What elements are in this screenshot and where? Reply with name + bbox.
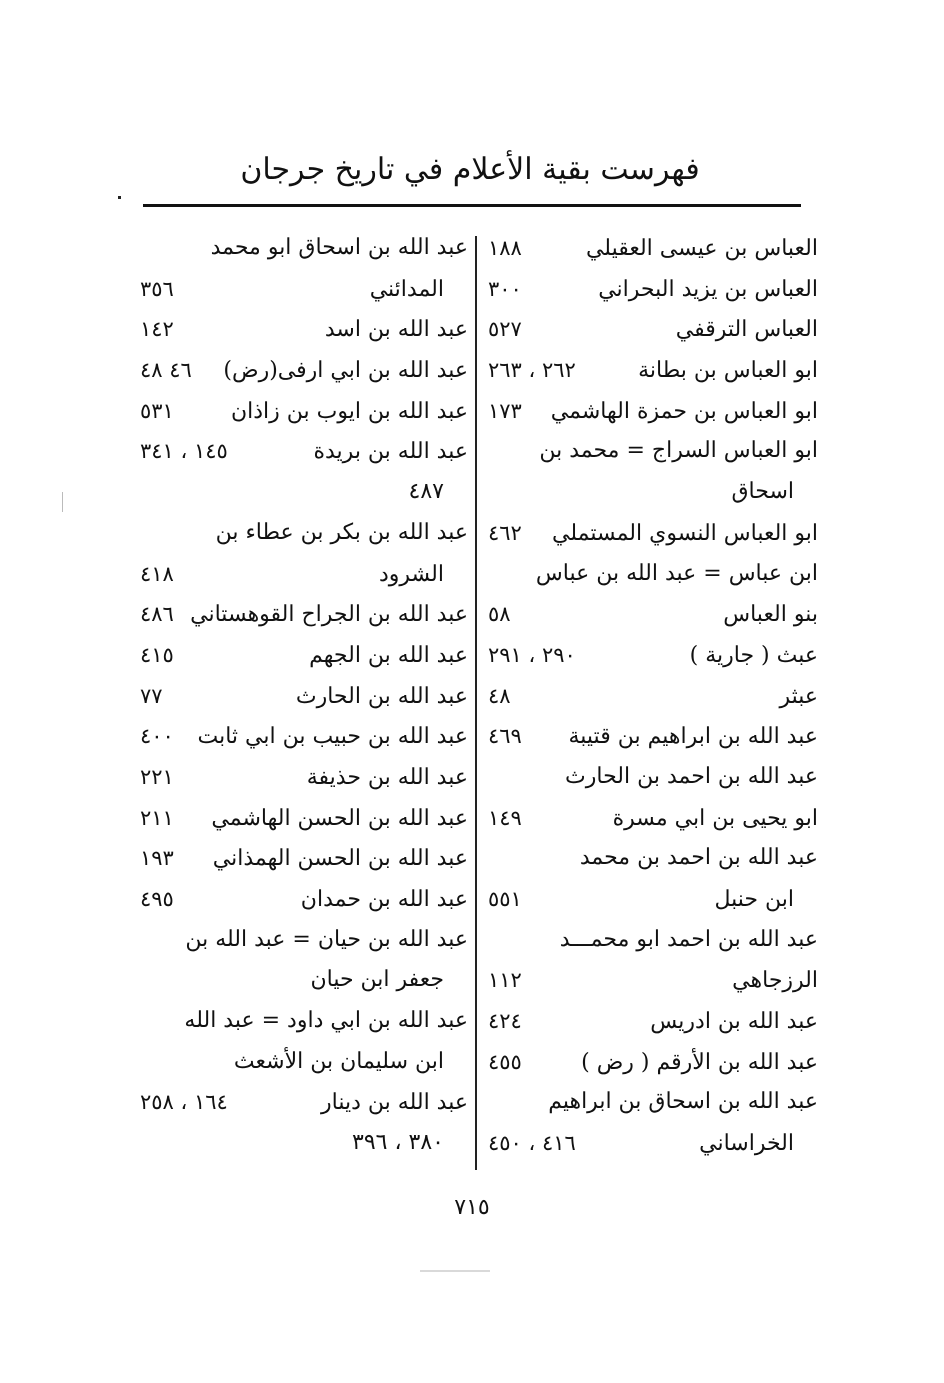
index-entry xyxy=(488,676,818,717)
side-tick xyxy=(62,492,63,512)
entry-name: عبث ( جارية ) xyxy=(689,642,818,668)
index-entry xyxy=(488,838,818,879)
entry-pages: ٤٦ ٤٨ xyxy=(140,358,192,383)
entry-name: ابو العباس بن حمزة الهاشمي xyxy=(550,398,818,424)
entry-pages: ١٤٩ xyxy=(488,805,522,830)
entry-name: عبد الله بن احمد بن محمد xyxy=(579,845,818,871)
entry-name: عبد الله بن احمد ابو محمـــد xyxy=(559,926,818,952)
index-entry xyxy=(140,1082,468,1123)
entry-pages: ٤١٦ ، ٤٥٠ xyxy=(488,1131,576,1156)
index-entry xyxy=(488,757,818,798)
entry-name: عبد الله بن الأرقم ( رض ) xyxy=(581,1049,818,1075)
index-entry xyxy=(488,1001,818,1042)
page-number: ٧١٥ xyxy=(454,1195,490,1220)
scan-smudge xyxy=(420,1270,490,1272)
entry-pages: ١٩٣ xyxy=(140,846,174,871)
entry-pages: ٢٩٠ ، ٢٩١ xyxy=(488,642,576,667)
entry-pages: ٥٥١ xyxy=(488,887,522,911)
index-entry xyxy=(140,309,468,350)
entry-name: عبثر xyxy=(779,683,818,709)
header-rule xyxy=(143,204,801,207)
index-entry xyxy=(488,960,818,1001)
index-entry xyxy=(488,350,818,391)
entry-name: ابو يحيى بن ابي مسرة xyxy=(612,805,818,831)
index-entry xyxy=(488,716,818,757)
entry-pages: ١١٢ xyxy=(488,968,522,993)
entry-name: عبد الله بن اسحاق ابو محمد xyxy=(210,235,468,260)
index-entry xyxy=(140,513,468,554)
index-entry xyxy=(140,1001,468,1042)
index-entry xyxy=(140,879,468,920)
entry-pages: ٧٧ xyxy=(140,683,163,708)
index-entry xyxy=(488,594,818,635)
index-entry xyxy=(140,676,468,717)
entry-pages: ٢٢١ xyxy=(140,764,174,789)
entry-name: ابن سليمان بن الأشعث xyxy=(233,1048,444,1074)
index-entry xyxy=(488,1082,818,1123)
index-entry xyxy=(140,228,468,269)
entry-name: عبد الله بن حبيب بن ابي ثابت xyxy=(197,724,468,750)
entry-name: العباس بن عيسى العقيلي xyxy=(585,236,818,261)
index-entry xyxy=(140,350,468,391)
entry-name: ابو العباس السراج = محمد بن xyxy=(539,438,818,464)
index-entry xyxy=(140,472,468,513)
entry-pages: ٤١٨ xyxy=(140,561,174,586)
index-entry xyxy=(488,920,818,961)
entry-name: عبد الله بن اسد xyxy=(324,317,468,343)
index-column-right xyxy=(488,228,818,1164)
entry-pages: ٢١١ xyxy=(140,805,174,830)
entry-pages: ٥٢٧ xyxy=(488,317,522,342)
index-entry xyxy=(140,269,468,310)
index-entry xyxy=(488,513,818,554)
entry-pages: ١٦٤ ، ٢٥٨ xyxy=(140,1090,228,1115)
entry-pages: ٤٨ xyxy=(488,683,511,708)
entry-name: العباس الترقفي xyxy=(675,317,818,343)
index-entry xyxy=(488,554,818,595)
entry-name: اسحاق xyxy=(731,479,794,505)
entry-pages: ٤٨٦ xyxy=(140,602,174,627)
entry-name: العباس بن يزيد البحراني xyxy=(598,276,818,302)
entry-name: عبد الله بن الحارث xyxy=(295,683,468,709)
entry-name: المدائني xyxy=(369,276,444,302)
entry-pages: ٢٦٢ ، ٢٦٣ xyxy=(488,358,576,383)
index-entry xyxy=(488,472,818,513)
index-entry xyxy=(488,309,818,350)
index-entry xyxy=(488,798,818,839)
entry-name: جعفر ابن حيان xyxy=(310,967,444,993)
entry-name: عبد الله بن الجهم xyxy=(309,642,468,668)
entry-name: عبد الله بن حمدان xyxy=(300,887,468,912)
index-entry xyxy=(140,635,468,676)
index-entry xyxy=(488,1042,818,1083)
entry-pages: ١٨٨ xyxy=(488,236,522,260)
entry-name: عبد الله بن الجراح القوهستاني xyxy=(190,602,468,628)
entry-pages: ١٤٢ xyxy=(140,317,174,342)
margin-mark xyxy=(118,196,121,199)
entry-name: ابن حنبل xyxy=(714,887,794,912)
entry-name: عبد الله بن الحسن الهاشمي xyxy=(211,805,468,831)
entry-name: عبد الله بن حيان = عبد الله بن xyxy=(185,926,468,952)
index-entry xyxy=(488,879,818,920)
entry-name: عبد الله بن ايوب بن زاذان xyxy=(230,398,468,424)
index-entry xyxy=(140,798,468,839)
entry-name: عبد الله بن اسحاق بن ابراهيم xyxy=(548,1089,818,1115)
index-entry xyxy=(140,1042,468,1083)
entry-pages: ٣٥٦ xyxy=(140,276,174,301)
entry-pages: ٤٦٢ xyxy=(488,520,522,545)
entry-pages: ٥٣١ xyxy=(140,398,174,423)
page-title: فهرست بقية الأعلام في تاريخ جرجان xyxy=(240,152,700,187)
entry-name: الشرود xyxy=(378,561,444,587)
entry-name: ٤٨٧ xyxy=(408,479,444,505)
index-entry xyxy=(488,1123,818,1164)
entry-pages: ٣٠٠ xyxy=(488,276,522,301)
index-entry xyxy=(488,269,818,310)
entry-name: عبد الله بن حذيفة xyxy=(306,764,468,790)
column-divider xyxy=(475,236,477,1170)
index-entry xyxy=(488,635,818,676)
index-column-left xyxy=(140,228,468,1164)
index-entry xyxy=(140,757,468,798)
entry-name: الخراساني xyxy=(699,1131,794,1157)
index-entry xyxy=(140,431,468,472)
entry-name: ٣٨٠ ، ٣٩٦ xyxy=(352,1130,444,1156)
index-entry xyxy=(140,554,468,595)
entry-name: ابن عباس = عبد الله بن عباس xyxy=(535,560,818,586)
index-entry xyxy=(488,391,818,432)
index-entry xyxy=(140,391,468,432)
index-entry xyxy=(140,920,468,961)
entry-pages: ٤٩٥ xyxy=(140,887,174,911)
index-entry xyxy=(140,594,468,635)
entry-name: ابو العباس بن بطانة xyxy=(638,358,818,384)
entry-name: عبد الله بن ابي ارفى(رض) xyxy=(223,358,468,384)
entry-pages: ١٧٣ xyxy=(488,398,522,423)
index-entry xyxy=(140,716,468,757)
entry-name: عبد الله بن دينار xyxy=(321,1090,468,1116)
entry-name: عبد الله بن ادريس xyxy=(650,1009,818,1035)
entry-pages: ٤١٥ xyxy=(140,642,174,667)
entry-pages: ٥٨ xyxy=(488,602,511,627)
entry-pages: ٤٠٠ xyxy=(140,724,174,749)
entry-name: ابو العباس النسوي المستملي xyxy=(551,520,818,546)
entry-name: بنو العباس xyxy=(723,602,818,628)
entry-name: عبد الله بن بريدة xyxy=(313,439,468,465)
entry-name: عبد الله بن الحسن الهمذاني xyxy=(212,846,468,872)
index-entry xyxy=(140,1123,468,1164)
entry-pages: ١٤٥ ، ٣٤١ xyxy=(140,439,228,464)
index-entry xyxy=(488,431,818,472)
entry-name: عبد الله بن بكر بن عطاء بن xyxy=(215,519,468,545)
entry-pages: ٤٥٥ xyxy=(488,1049,522,1074)
entry-name: عبد الله بن احمد بن الحارث xyxy=(565,763,818,789)
entry-name: عبد الله بن ابي داود = عبد الله xyxy=(184,1008,468,1034)
entry-name: الرزجاهي xyxy=(732,968,818,994)
entry-pages: ٤٢٤ xyxy=(488,1009,522,1034)
entry-pages: ٤٦٩ xyxy=(488,724,522,749)
index-entry xyxy=(140,838,468,879)
index-entry xyxy=(140,960,468,1001)
entry-name: عبد الله بن ابراهيم بن قتيبة xyxy=(568,724,818,750)
index-entry xyxy=(488,228,818,269)
